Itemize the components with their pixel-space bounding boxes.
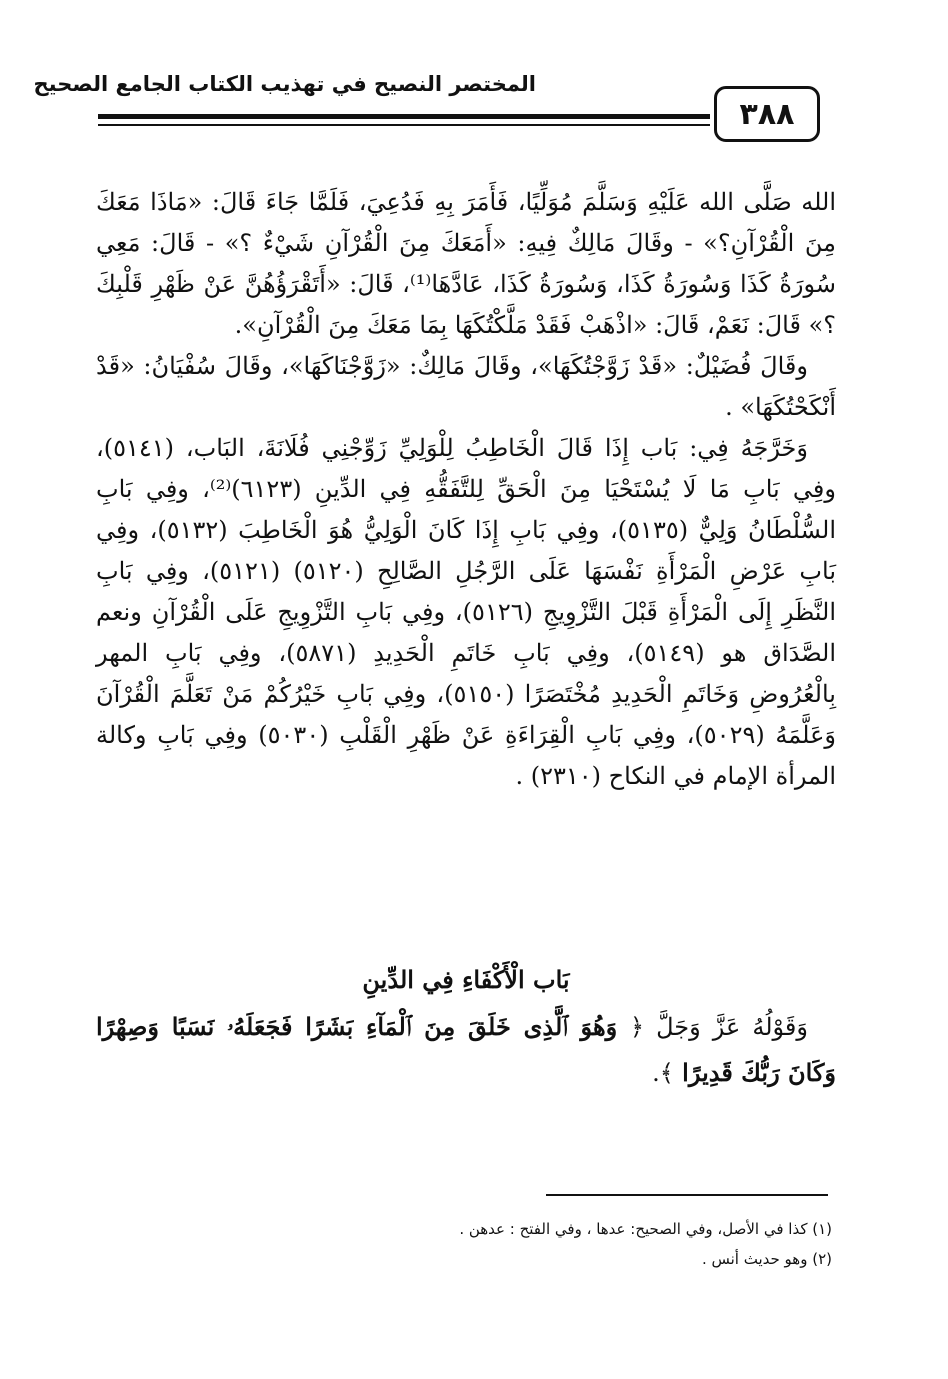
cross-references-paragraph: وَخَرَّجَهُ فِي: بَاب إِذَا قَالَ الْخَاطِبُ لِلْوَلِيِّ زَوِّجْنِي فُلَانَةَ، البَاب، (٥١٤١)، وفِي بَابِ مَا لَا يُسْتَحْيَا مِنَ الْحَقِّ لِلتَّفَقُّهِ فِي الدِّينِ (٦١٢٣)⁽²⁾، وفِي بَابِ السُّلْطَانُ وَلِيٌّ (٥١٣٥)، وفِي بَابِ إِذَا كَانَ الْوَلِيُّ هُوَ الْخَاطِبَ (٥١٣٢)، وفِي بَابِ عَرْضِ الْمَرْأَةِ نَفْسَهَا عَلَى الرَّجُلِ الصَّالِحِ (٥١٢٠) (٥١٢١)، وفِي بَابِ النَّظَرِ إِلَى الْمَرْأَةِ قَبْلَ التَّزْوِيجِ (٥١٢٦)، وفِي بَابِ التَّزْوِيجِ عَلَى الْقُرْآنِ ونعم الصَّدَاق هو (٥١٤٩)، وفِي بَابِ خَاتَمِ الْحَدِيدِ (٥٨٧١)، وفِي بَابِ المهر بِالْعُرُوضِ وَخَاتَمِ الْحَدِيدِ مُخْتَصَرًا (٥١٥٠)، وفِي بَابِ خَيْرُكُمْ مَنْ تَعَلَّمَ الْقُرْآنَ وَعَلَّمَهُ (٥٠٢٩)، وفِي بَابِ الْقِرَاءَةِ عَنْ ظَهْرِ الْقَلْبِ (٥٠٣٠) وفِي بَابِ وكالة المرأة الإمام في النكاح (٢٣١٠) . — [96, 434, 837, 790]
header-rule-thin — [98, 124, 710, 126]
quran-verse: وَهُوَ ٱلَّذِى خَلَقَ مِنَ ٱلْمَآءِ بَشَرًا فَجَعَلَهُۥ نَسَبًا وَصِهْرًا وَكَانَ رَبُّكَ قَدِيرًا — [96, 1012, 836, 1087]
footnote-separator — [546, 1194, 828, 1196]
verse-closing: ﴾. — [652, 1059, 674, 1087]
narrator-variants-paragraph: وقَالَ فُضَيْلٌ: «قَدْ زَوَّجْتُكَهَا»، وقَالَ مَالِكٌ: «زَوَّجْنَاكَهَا»، وقَالَ سُفْيَانُ: «قَدْ أَنْكَحْتُكَهَا» . — [96, 352, 836, 421]
main-text — [96, 182, 836, 797]
footnote-2: (٢) وهو حديث أنس . — [701, 1250, 832, 1268]
running-title: المختصر النصيح في تهذيب الكتاب الجامع الصحيح — [33, 72, 536, 96]
chapter-verse-paragraph — [96, 1004, 836, 1096]
footnote-1: (١) كذا في الأصل، وفي الصحيح: عدها ، وفي الفتح : عدهن . — [459, 1220, 832, 1238]
chapter-heading: بَاب الْأَكْفَاءِ فِي الدِّينِ — [362, 965, 570, 994]
footnotes — [300, 1214, 832, 1274]
header-rule-thick — [98, 114, 710, 119]
verse-intro: وَقَوْلُهُ عَزَّ وَجَلَّ ﴿ — [629, 1013, 808, 1041]
page-number: ٣٨٨ — [714, 86, 820, 142]
hadith-paragraph: الله صَلَّى الله عَلَيْهِ وَسَلَّمَ مُوَلِّيًا، فَأَمَرَ بِهِ فَدُعِيَ، فَلَمَّا جَاءَ قَالَ: «مَاذَا مَعَكَ مِنَ الْقُرْآنِ؟» - وقَالَ مَالِكٌ فِيهِ: «أَمَعَكَ مِنَ الْقُرْآنِ شَيْءٌ ؟» - قَالَ: مَعِي سُورَةُ كَذَا وَسُورَةُ كَذَا، وَسُورَةُ كَذَا، عَادَّهَا⁽¹⁾، قَالَ: «أَتَقْرَؤُهُنَّ عَنْ ظَهْرِ قَلْبِكَ ؟» قَالَ: نَعَمْ، قَالَ: «اذْهَبْ فَقَدْ مَلَّكْتُكَهَا بِمَا مَعَكَ مِنَ الْقُرْآنِ». — [96, 188, 837, 339]
